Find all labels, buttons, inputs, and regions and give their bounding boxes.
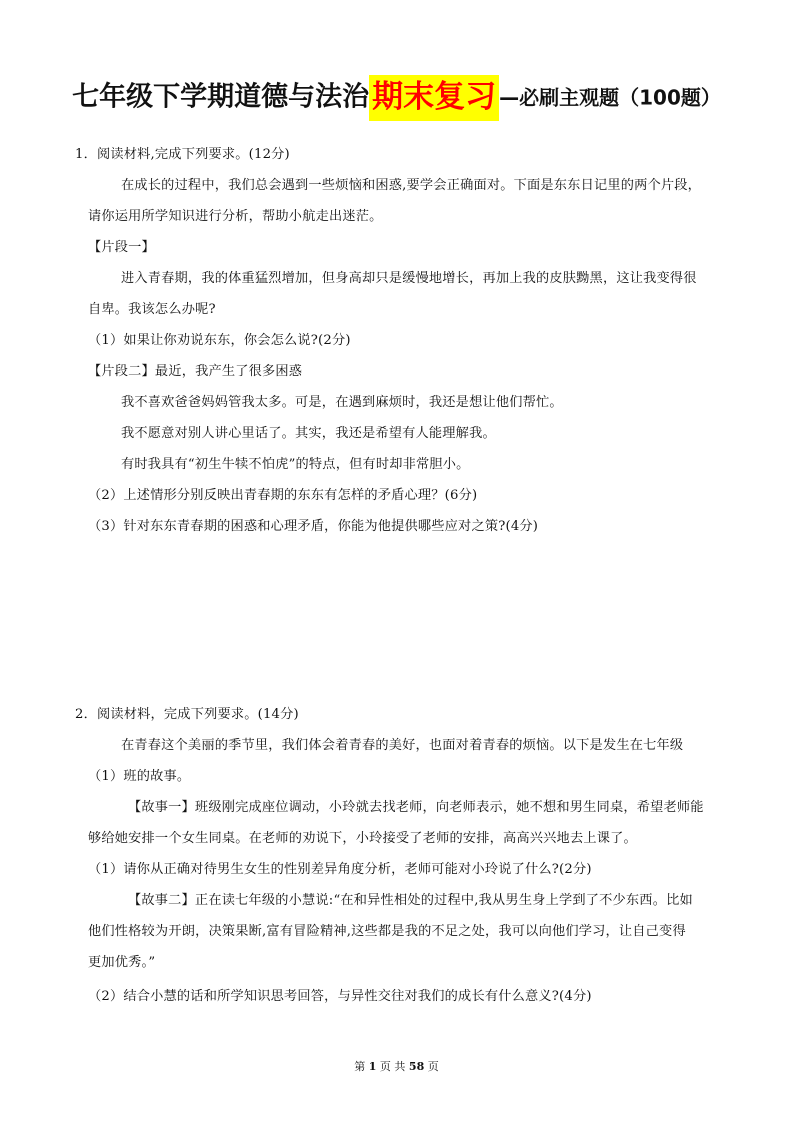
q1-fragment1-line2: 自卑。我该怎么办呢? (88, 302, 216, 317)
footer-total-pages: 58 (408, 1060, 425, 1073)
footer-suffix: 页 (427, 1060, 439, 1073)
footer-page-number: 1 (368, 1060, 377, 1073)
q1-intro-line2: 请你运用所学知识进行分析，帮助小航走出迷茫。 (88, 209, 383, 224)
footer-mid: 页 共 (379, 1060, 406, 1073)
q1-heading: 1．阅读材料,完成下列要求。(12分) (75, 147, 290, 162)
q1-sub-question-3: （3）针对东东青春期的困惑和心理矛盾，你能为他提供哪些应对之策?(4分) (88, 519, 539, 534)
q2-story2-line1: 【故事二】正在读七年级的小慧说:“在和异性相处的过程中,我从男生身上学到了不少东西。比如 (128, 893, 693, 908)
q2-story2-line3: 更加优秀。” (88, 955, 156, 970)
q1-sub-question-2: （2）上述情形分别反映出青春期的东东有怎样的矛盾心理？(6分) (88, 488, 478, 503)
q2-intro-line2: （1）班的故事。 (88, 769, 191, 784)
q1-fragment2-line1: 我不喜欢爸爸妈妈管我太多。可是，在遇到麻烦时，我还是想让他们帮忙。 (121, 395, 563, 410)
page-footer (0, 1060, 793, 1074)
q2-story1-line2: 够给她安排一个女生同桌。在老师的劝说下，小玲接受了老师的安排，高高兴兴地去上课了。 (88, 831, 637, 846)
q2-intro-line1: 在青春这个美丽的季节里，我们体会着青春的美好，也面对着青春的烦恼。以下是发生在七年级 (121, 738, 684, 753)
q2-sub-question-1: （1）请你从正确对待男生女生的性别差异角度分析，老师可能对小玲说了什么?(2分) (88, 862, 592, 877)
q1-intro-line1: 在成长的过程中，我们总会遇到一些烦恼和困惑,要学会正确面对。下面是东东日记里的两个片段， (121, 178, 702, 193)
title-part1: 七年级下学期道德与法治 (72, 81, 370, 113)
footer-prefix: 第 (354, 1060, 366, 1073)
q1-fragment1-label: 【片段一】 (88, 240, 155, 255)
q1-fragment2-line2: 我不愿意对别人讲心里话了。其实，我还是希望有人能理解我。 (121, 426, 496, 441)
q1-fragment1-line1: 进入青春期，我的体重猛烈增加，但身高却只是缓慢地增长，再加上我的皮肤黝黑，这让我变得很 (121, 271, 697, 286)
title-highlight: 期末复习 (369, 75, 499, 121)
page-title (0, 74, 793, 121)
q2-story2-line2: 他们性格较为开朗，决策果断,富有冒险精神,这些都是我的不足之处，我可以向他们学习，让自己变得 (88, 924, 686, 939)
q1-fragment2-line3: 有时我具有“初生牛犊不怕虎”的特点，但有时却非常胆小。 (121, 457, 470, 472)
title-part2: —必刷主观题（100题） (499, 85, 721, 110)
q2-story1-line1: 【故事一】班级刚完成座位调动，小玲就去找老师，向老师表示，她不想和男生同桌，希望老师能 (128, 800, 704, 815)
q2-heading: 2．阅读材料，完成下列要求。(14分) (75, 707, 299, 722)
q1-fragment2-label: 【片段二】最近，我产生了很多困惑 (88, 364, 303, 379)
q1-sub-question-1: （1）如果让你劝说东东，你会怎么说?(2分) (88, 333, 351, 348)
q2-sub-question-2: （2）结合小慧的话和所学知识思考回答，与异性交往对我们的成长有什么意义?(4分) (88, 989, 592, 1004)
